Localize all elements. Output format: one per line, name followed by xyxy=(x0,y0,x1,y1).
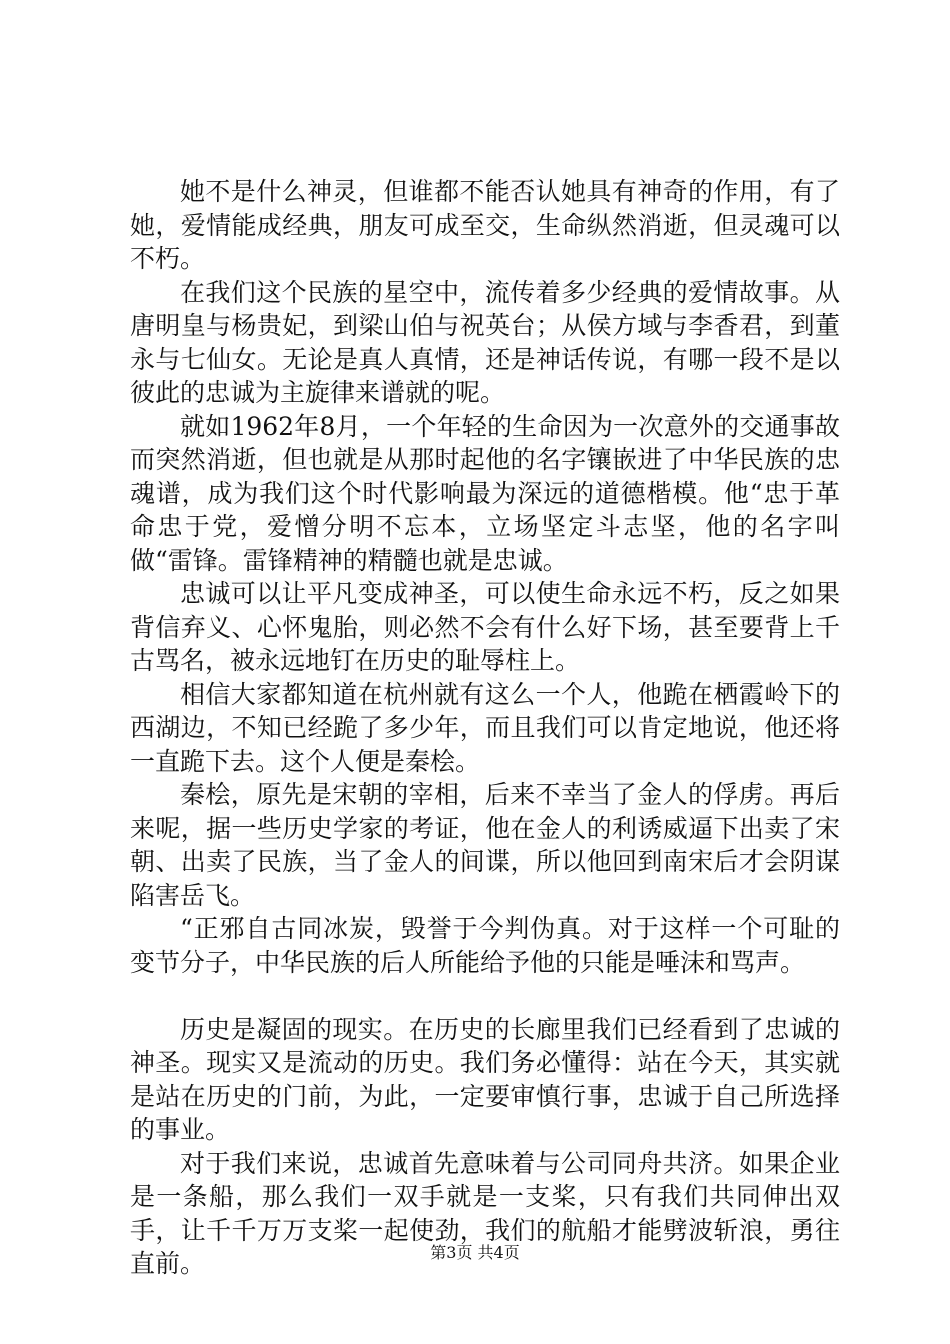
paragraph-2: 在我们这个民族的星空中，流传着多少经典的爱情故事。从唐明皇与杨贵妃，到梁山伯与祝英台；从侯方域与李香君，到董永与七仙女。无论是真人真情，还是神话传说，有哪一段不是以彼此的忠诚为主旋律来谱就的呢。 xyxy=(130,277,840,407)
page-number-label: 第3页 共4页 xyxy=(430,1243,520,1262)
paragraph-1: 她不是什么神灵，但谁都不能否认她具有神奇的作用，有了她，爱情能成经典，朋友可成至交，生命纵然消逝，但灵魂可以不朽。 xyxy=(130,177,840,273)
paragraph-3: 就如1962年8月，一个年轻的生命因为一次意外的交通事故而突然消逝，但也就是从那时起他的名字镶嵌进了中华民族的忠魂谱，成为我们这个时代影响最为深远的道德楷模。他“忠于革命忠于党，爱憎分明不忘本，立场坚定斗志坚，他的名字叫做“雷锋。雷锋精神的精髓也就是忠诚。 xyxy=(130,411,840,575)
blank-line xyxy=(130,979,840,1013)
page-footer xyxy=(0,1240,950,1263)
paragraph-8: 历史是凝固的现实。在历史的长廊里我们已经看到了忠诚的神圣。现实又是流动的历史。我们务必懂得：站在今天，其实就是站在历史的门前，为此，一定要审慎行事，忠诚于自己所选择的事业。 xyxy=(130,1014,840,1144)
document-body xyxy=(130,175,840,1281)
paragraph-9: 对于我们来说，忠诚首先意味着与公司同舟共济。如果企业是一条船，那么我们一双手就是一支桨，只有我们共同伸出双手，让千千万万支桨一起使劲，我们的航船才能劈波斩浪，勇往直前。 xyxy=(130,1148,840,1278)
paragraph-4: 忠诚可以让平凡变成神圣，可以使生命永远不朽，反之如果背信弃义、心怀鬼胎，则必然不会有什么好下场，甚至要背上千古骂名，被永远地钉在历史的耻辱柱上。 xyxy=(130,579,840,675)
paragraph-5: 相信大家都知道在杭州就有这么一个人，他跪在栖霞岭下的西湖边，不知已经跪了多少年，而且我们可以肯定地说，他还将一直跪下去。这个人便是秦桧。 xyxy=(130,679,840,776)
paragraph-6: 秦桧，原先是宋朝的宰相，后来不幸当了金人的俘虏。再后来呢，据一些历史学家的考证，他在金人的利诱威逼下出卖了宋朝、出卖了民族，当了金人的间谍，所以他回到南宋后才会阴谋陷害岳飞。 xyxy=(130,780,840,910)
paragraph-7: “正邪自古同冰炭，毁誉于今判伪真。对于这样一个可耻的变节分子，中华民族的后人所能给予他的只能是唾沫和骂声。 xyxy=(130,914,840,977)
